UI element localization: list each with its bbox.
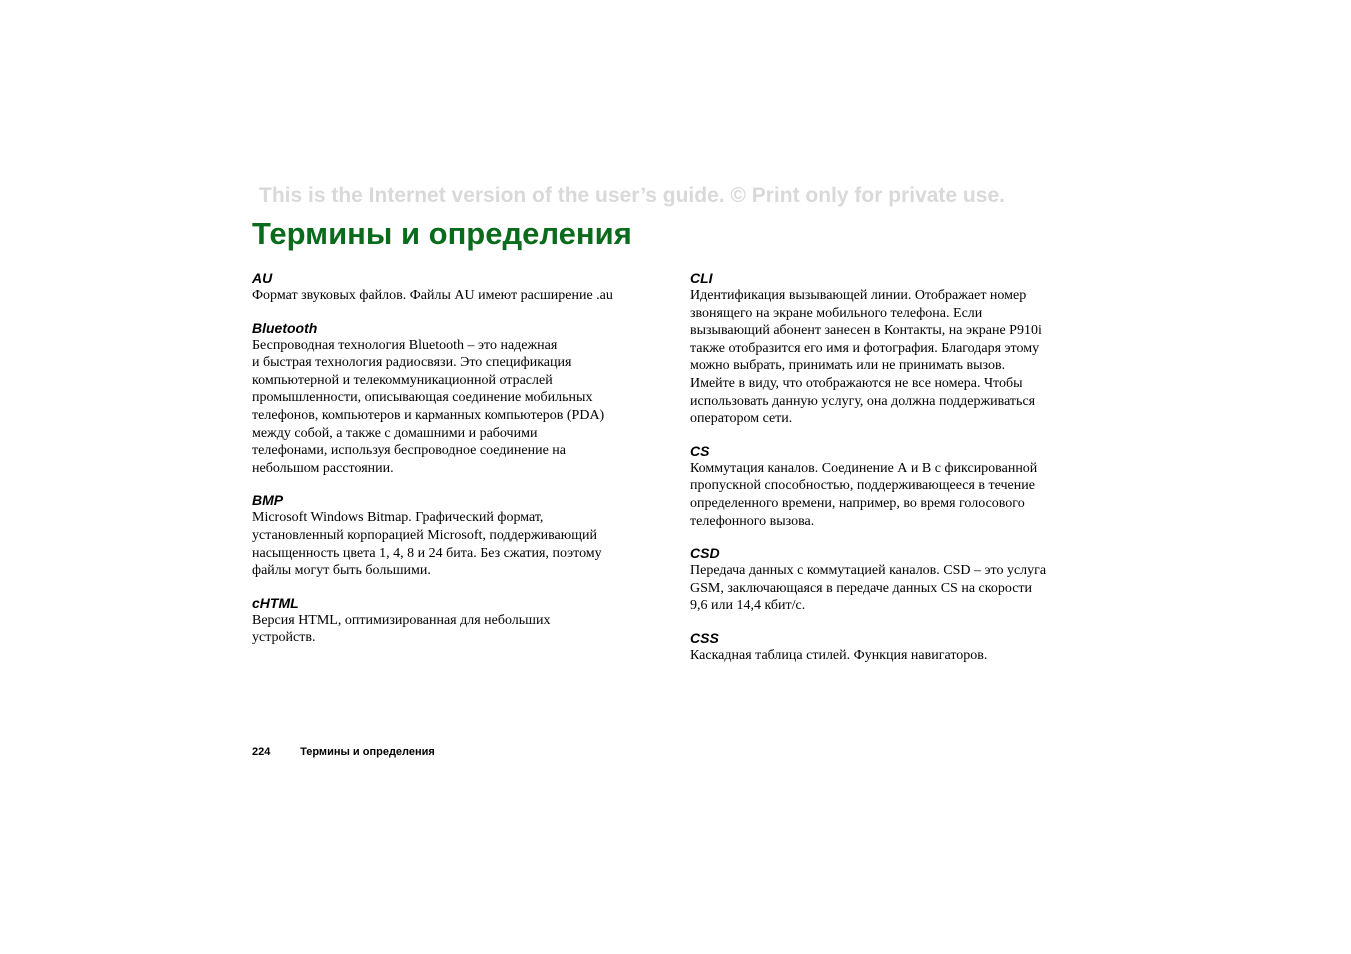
glossary-entry-au: [252, 270, 632, 305]
glossary-definition: Microsoft Windows Bitmap. Графический формат, установленный корпорацией Microsoft, поддерживающий насыщенность цвета 1, 4, 8 и 24 бита. Без сжатия, поэтому файлы могут быть большими.: [252, 510, 602, 579]
glossary-definition: Беспроводная технология Bluetooth – это надежная и быстрая технология радиосвязи. Это спецификация компьютерной и телекоммуникационной отраслей промышленности, описывающая соединение мобильных телефонов, компьютеров и карманных компьютеров (PDA) между собой, а также с домашними и рабочими телефонами, используя беспроводное соединение на небольшом расстоянии.: [252, 337, 605, 476]
footer-section-title: Термины и определения: [300, 746, 435, 758]
glossary-term: Bluetooth: [252, 319, 318, 336]
glossary-entry-css: [690, 630, 1070, 665]
glossary-entry-bluetooth: [252, 320, 632, 478]
glossary-term: CSS: [690, 629, 719, 646]
glossary-definition: Формат звуковых файлов. Файлы AU имеют расширение .au: [252, 288, 613, 303]
glossary-left-column: [252, 270, 632, 662]
glossary-definition: Коммутация каналов. Соединение А и В с фиксированной пропускной способностью, поддерживающееся в течение определенного времени, например, во время голосового телефонного вызова.: [690, 460, 1038, 529]
glossary-definition: Идентификация вызывающей линии. Отображает номер звонящего на экране мобильного телефона. Если вызывающий абонент занесен в Контакты, на экране P910i также отобразится его имя и фотография. Благодаря этому можно выбрать, принимать или не принимать вызов. Имейте в виду, что отображаются не все номера. Чтобы использовать данную услугу, она должна поддерживаться оператором сети.: [690, 288, 1042, 427]
glossary-term: BMP: [252, 492, 284, 509]
glossary-definition: Версия HTML, оптимизированная для небольших устройств.: [252, 612, 551, 646]
glossary-entry-bmp: [252, 492, 632, 579]
glossary-term: CS: [690, 442, 710, 459]
glossary-definition: Каскадная таблица стилей. Функция навигаторов.: [690, 647, 988, 663]
glossary-entry-cs: [690, 443, 1070, 530]
glossary-entry-cli: [690, 270, 1070, 428]
glossary-entry-csd: [690, 545, 1070, 615]
glossary-definition: Передача данных с коммутацией каналов. CSD – это услуга GSM, заключающаяся в передаче данных CS на скорости 9,6 или 14,4 кбит/с.: [690, 563, 1047, 614]
watermark-notice: This is the Internet version of the user’s guide. © Print only for private use.: [259, 184, 1005, 207]
glossary-term: cHTML: [252, 594, 299, 611]
page-footer: [252, 746, 435, 758]
page-title: Термины и определения: [252, 216, 632, 251]
glossary-right-column: [690, 270, 1070, 680]
glossary-entry-chtml: [252, 595, 632, 647]
glossary-term: CSD: [690, 545, 720, 562]
glossary-term: CLI: [690, 270, 713, 286]
glossary-term: AU: [252, 270, 273, 286]
page-number: 224: [252, 746, 271, 758]
